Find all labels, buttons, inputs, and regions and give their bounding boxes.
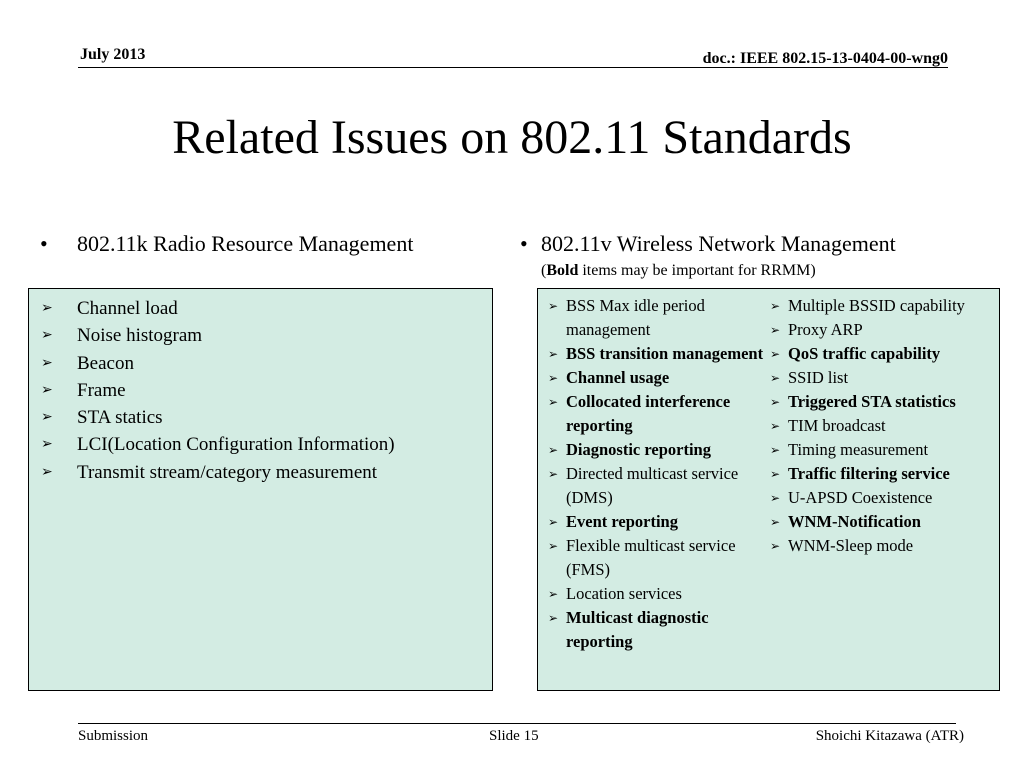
arrowhead-bullet-icon: ➢ bbox=[41, 463, 53, 480]
list-item-label: Event reporting bbox=[566, 512, 678, 531]
list-item bbox=[41, 459, 395, 486]
arrowhead-bullet-icon: ➢ bbox=[770, 395, 781, 409]
list-item-label: WNM-Notification bbox=[788, 512, 921, 531]
arrowhead-bullet-icon: ➢ bbox=[548, 515, 559, 529]
list-item bbox=[770, 414, 996, 438]
arrowhead-bullet-icon: ➢ bbox=[41, 300, 53, 316]
list-item bbox=[548, 534, 773, 582]
list-item-label: TIM broadcast bbox=[788, 416, 886, 435]
arrowhead-bullet-icon: ➢ bbox=[41, 409, 53, 426]
list-item-label: Channel usage bbox=[566, 368, 670, 387]
arrowhead-bullet-icon: ➢ bbox=[548, 299, 559, 313]
list-item bbox=[41, 322, 395, 349]
arrowhead-bullet-icon: ➢ bbox=[548, 395, 559, 409]
list-item-label: Timing measurement bbox=[788, 440, 929, 459]
arrowhead-bullet-icon: ➢ bbox=[770, 371, 781, 385]
list-item bbox=[770, 366, 996, 390]
list-item bbox=[41, 295, 395, 322]
list-item bbox=[548, 438, 773, 462]
bullet-dot: • bbox=[40, 231, 48, 256]
rrm-items-box bbox=[28, 288, 493, 691]
wnm-items-column-2 bbox=[770, 294, 996, 558]
list-item-label: QoS traffic capability bbox=[788, 344, 941, 363]
arrowhead-bullet-icon: ➢ bbox=[548, 371, 559, 385]
list-item bbox=[770, 318, 996, 342]
list-item bbox=[41, 377, 395, 404]
list-item-label: Directed multicast service (DMS) bbox=[566, 464, 739, 507]
header-doc-id: doc.: IEEE 802.15-13-0404-00-wng0 bbox=[702, 50, 948, 67]
list-item-label: Multicast diagnostic reporting bbox=[566, 608, 709, 651]
list-item bbox=[41, 350, 395, 377]
list-item-label: Frame bbox=[77, 379, 126, 401]
list-item bbox=[548, 390, 773, 438]
list-item bbox=[770, 390, 996, 414]
list-item-label: BSS Max idle period management bbox=[566, 296, 705, 339]
list-item-label: LCI(Location Configuration Information) bbox=[77, 434, 395, 456]
list-item-label: Multiple BSSID capability bbox=[788, 296, 965, 315]
footer-slide-number: Slide 15 bbox=[489, 728, 539, 744]
arrowhead-bullet-icon: ➢ bbox=[41, 354, 53, 371]
arrowhead-bullet-icon: ➢ bbox=[770, 323, 781, 337]
left-heading: 802.11k Radio Resource Management bbox=[77, 231, 414, 256]
list-item bbox=[770, 294, 996, 318]
slide-title: Related Issues on 802.11 Standards bbox=[172, 111, 852, 164]
list-item bbox=[41, 404, 395, 431]
list-item bbox=[548, 342, 773, 366]
footer-rule bbox=[78, 723, 956, 724]
arrowhead-bullet-icon: ➢ bbox=[770, 299, 781, 313]
arrowhead-bullet-icon: ➢ bbox=[41, 381, 53, 398]
arrowhead-bullet-icon: ➢ bbox=[548, 587, 559, 601]
list-item bbox=[770, 342, 996, 366]
list-item bbox=[548, 510, 773, 534]
arrowhead-bullet-icon: ➢ bbox=[770, 443, 781, 457]
list-item bbox=[770, 486, 996, 510]
header-date: July 2013 bbox=[80, 46, 146, 63]
list-item bbox=[548, 462, 773, 510]
footer-author: Shoichi Kitazawa (ATR) bbox=[815, 728, 964, 744]
wnm-items-box bbox=[537, 288, 1000, 691]
list-item bbox=[770, 438, 996, 462]
right-heading-bullet bbox=[520, 231, 896, 257]
arrowhead-bullet-icon: ➢ bbox=[770, 539, 781, 553]
bold-note: (Bold items may be important for RRMM) bbox=[541, 262, 816, 279]
list-item-label: Collocated interference reporting bbox=[566, 392, 731, 435]
arrowhead-bullet-icon: ➢ bbox=[548, 467, 559, 481]
list-item-label: Noise histogram bbox=[77, 325, 203, 347]
arrowhead-bullet-icon: ➢ bbox=[770, 491, 781, 505]
list-item bbox=[548, 366, 773, 390]
rrm-items-list bbox=[41, 295, 395, 486]
list-item-label: Proxy ARP bbox=[788, 320, 863, 339]
arrowhead-bullet-icon: ➢ bbox=[41, 436, 53, 453]
bullet-dot: • bbox=[520, 231, 528, 256]
arrowhead-bullet-icon: ➢ bbox=[548, 443, 559, 457]
list-item bbox=[548, 582, 773, 606]
list-item-label: Triggered STA statistics bbox=[788, 392, 956, 411]
list-item-label: SSID list bbox=[788, 368, 849, 387]
list-item bbox=[41, 431, 395, 458]
wnm-items-column-1 bbox=[548, 294, 773, 654]
list-item-label: WNM-Sleep mode bbox=[788, 536, 914, 555]
left-heading-bullet bbox=[40, 231, 413, 257]
list-item bbox=[548, 606, 773, 654]
list-item-label: U-APSD Coexistence bbox=[788, 488, 933, 507]
list-item-label: Diagnostic reporting bbox=[566, 440, 711, 459]
list-item-label: Channel load bbox=[77, 298, 178, 319]
header-rule bbox=[78, 67, 948, 68]
arrowhead-bullet-icon: ➢ bbox=[41, 327, 53, 344]
arrowhead-bullet-icon: ➢ bbox=[770, 515, 781, 529]
list-item bbox=[770, 534, 996, 558]
list-item-label: Location services bbox=[566, 584, 682, 603]
arrowhead-bullet-icon: ➢ bbox=[548, 347, 559, 361]
list-item-label: BSS transition management bbox=[566, 344, 764, 363]
list-item bbox=[770, 462, 996, 486]
footer-submission: Submission bbox=[78, 728, 149, 744]
list-item bbox=[770, 510, 996, 534]
list-item-label: Traffic filtering service bbox=[788, 464, 950, 483]
arrowhead-bullet-icon: ➢ bbox=[770, 419, 781, 433]
arrowhead-bullet-icon: ➢ bbox=[548, 611, 559, 625]
list-item-label: STA statics bbox=[77, 407, 163, 429]
list-item-label: Transmit stream/category measurement bbox=[77, 461, 378, 483]
list-item bbox=[548, 294, 773, 342]
arrowhead-bullet-icon: ➢ bbox=[770, 347, 781, 361]
arrowhead-bullet-icon: ➢ bbox=[548, 539, 559, 553]
list-item-label: Beacon bbox=[77, 352, 134, 374]
right-heading: 802.11v Wireless Network Management bbox=[541, 231, 896, 256]
arrowhead-bullet-icon: ➢ bbox=[770, 467, 781, 481]
list-item-label: Flexible multicast service (FMS) bbox=[566, 536, 736, 579]
